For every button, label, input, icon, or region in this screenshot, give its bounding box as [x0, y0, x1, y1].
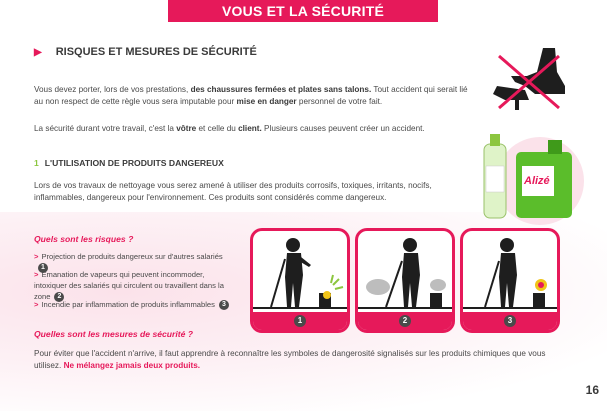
illustration-panel-2	[355, 228, 455, 333]
p2-e: Plusieurs causes peuvent créer un accident.	[261, 124, 425, 133]
number-badge: 2	[54, 292, 64, 302]
p1-d: mise en danger	[236, 97, 297, 106]
p2-d: client.	[238, 124, 262, 133]
panel-number: 1	[294, 315, 306, 327]
risk-item-3	[34, 299, 234, 310]
paragraph-measures	[34, 348, 574, 372]
risk-text: Incendie par inflammation de produits inflammables	[41, 300, 215, 309]
panel-number: 3	[504, 315, 516, 327]
panel-number: 2	[399, 315, 411, 327]
p4-a: Pour éviter que l'accident n'arrive, il faut apprendre à reconnaître les symboles de dangerosité signalisés sur les produits chimiques que vous utilisez.	[34, 349, 546, 370]
section-title	[34, 46, 257, 58]
p2-c: et celle du	[196, 124, 239, 133]
cleaning-bottles-image	[470, 126, 590, 226]
subsection-title-text: L'UTILISATION DE PRODUITS DANGEREUX	[44, 158, 224, 168]
question-measures: Quelles sont les mesures de sécurité ?	[34, 329, 194, 339]
chevron-right-icon: >	[34, 252, 39, 261]
illustration-panel-3	[460, 228, 560, 333]
paragraph-security	[34, 123, 474, 135]
paragraph-products: Lors de vos travaux de nettoyage vous serez amené à utiliser des produits corrosifs, toxiques, irritants, nocifs, inflammables, dangereux pour l'environnement. Ces produits sont considérés comme dangereux.	[34, 181, 432, 202]
p1-e: personnel de votre fait.	[296, 97, 383, 106]
p4-b: Ne mélangez jamais deux produits.	[63, 361, 201, 370]
question-risks: Quels sont les risques ?	[34, 234, 134, 244]
subsection-number: 1	[34, 158, 39, 168]
risk-text: Émanation de vapeurs qui peuvent incommoder, intoxiquer des salariés qui circulent ou travaillent dans la zone	[34, 270, 224, 301]
p2-a: La sécurité durant votre travail, c'est la	[34, 124, 177, 133]
chevron-right-icon: >	[34, 270, 39, 279]
p2-b: vôtre	[176, 124, 197, 133]
p1-c: Tout accident qui serait lié au non respect de cette règle vous sera imputable pour	[34, 85, 468, 106]
paragraph-shoes	[34, 84, 474, 108]
number-badge: 1	[38, 263, 48, 273]
risk-item-2	[34, 269, 234, 302]
page-banner: VOUS ET LA SÉCURITÉ	[168, 0, 438, 22]
number-badge: 3	[219, 300, 229, 310]
p1-b: des chaussures fermées et plates sans talons.	[190, 85, 372, 94]
p1-a: Vous devez porter, lors de vos prestations,	[34, 85, 191, 94]
triangle-bullet-icon: ▶	[34, 47, 42, 58]
section-title-text: RISQUES ET MESURES DE SÉCURITÉ	[55, 46, 257, 58]
risk-text: Projection de produits dangereux sur d'autres salariés	[41, 252, 223, 261]
chevron-right-icon: >	[34, 300, 39, 309]
no-heels-icon	[485, 42, 575, 114]
illustration-panel-1	[250, 228, 350, 333]
page-number: 16	[585, 383, 599, 397]
bottle-label: Alizé	[524, 175, 550, 187]
subsection-title	[34, 158, 224, 168]
